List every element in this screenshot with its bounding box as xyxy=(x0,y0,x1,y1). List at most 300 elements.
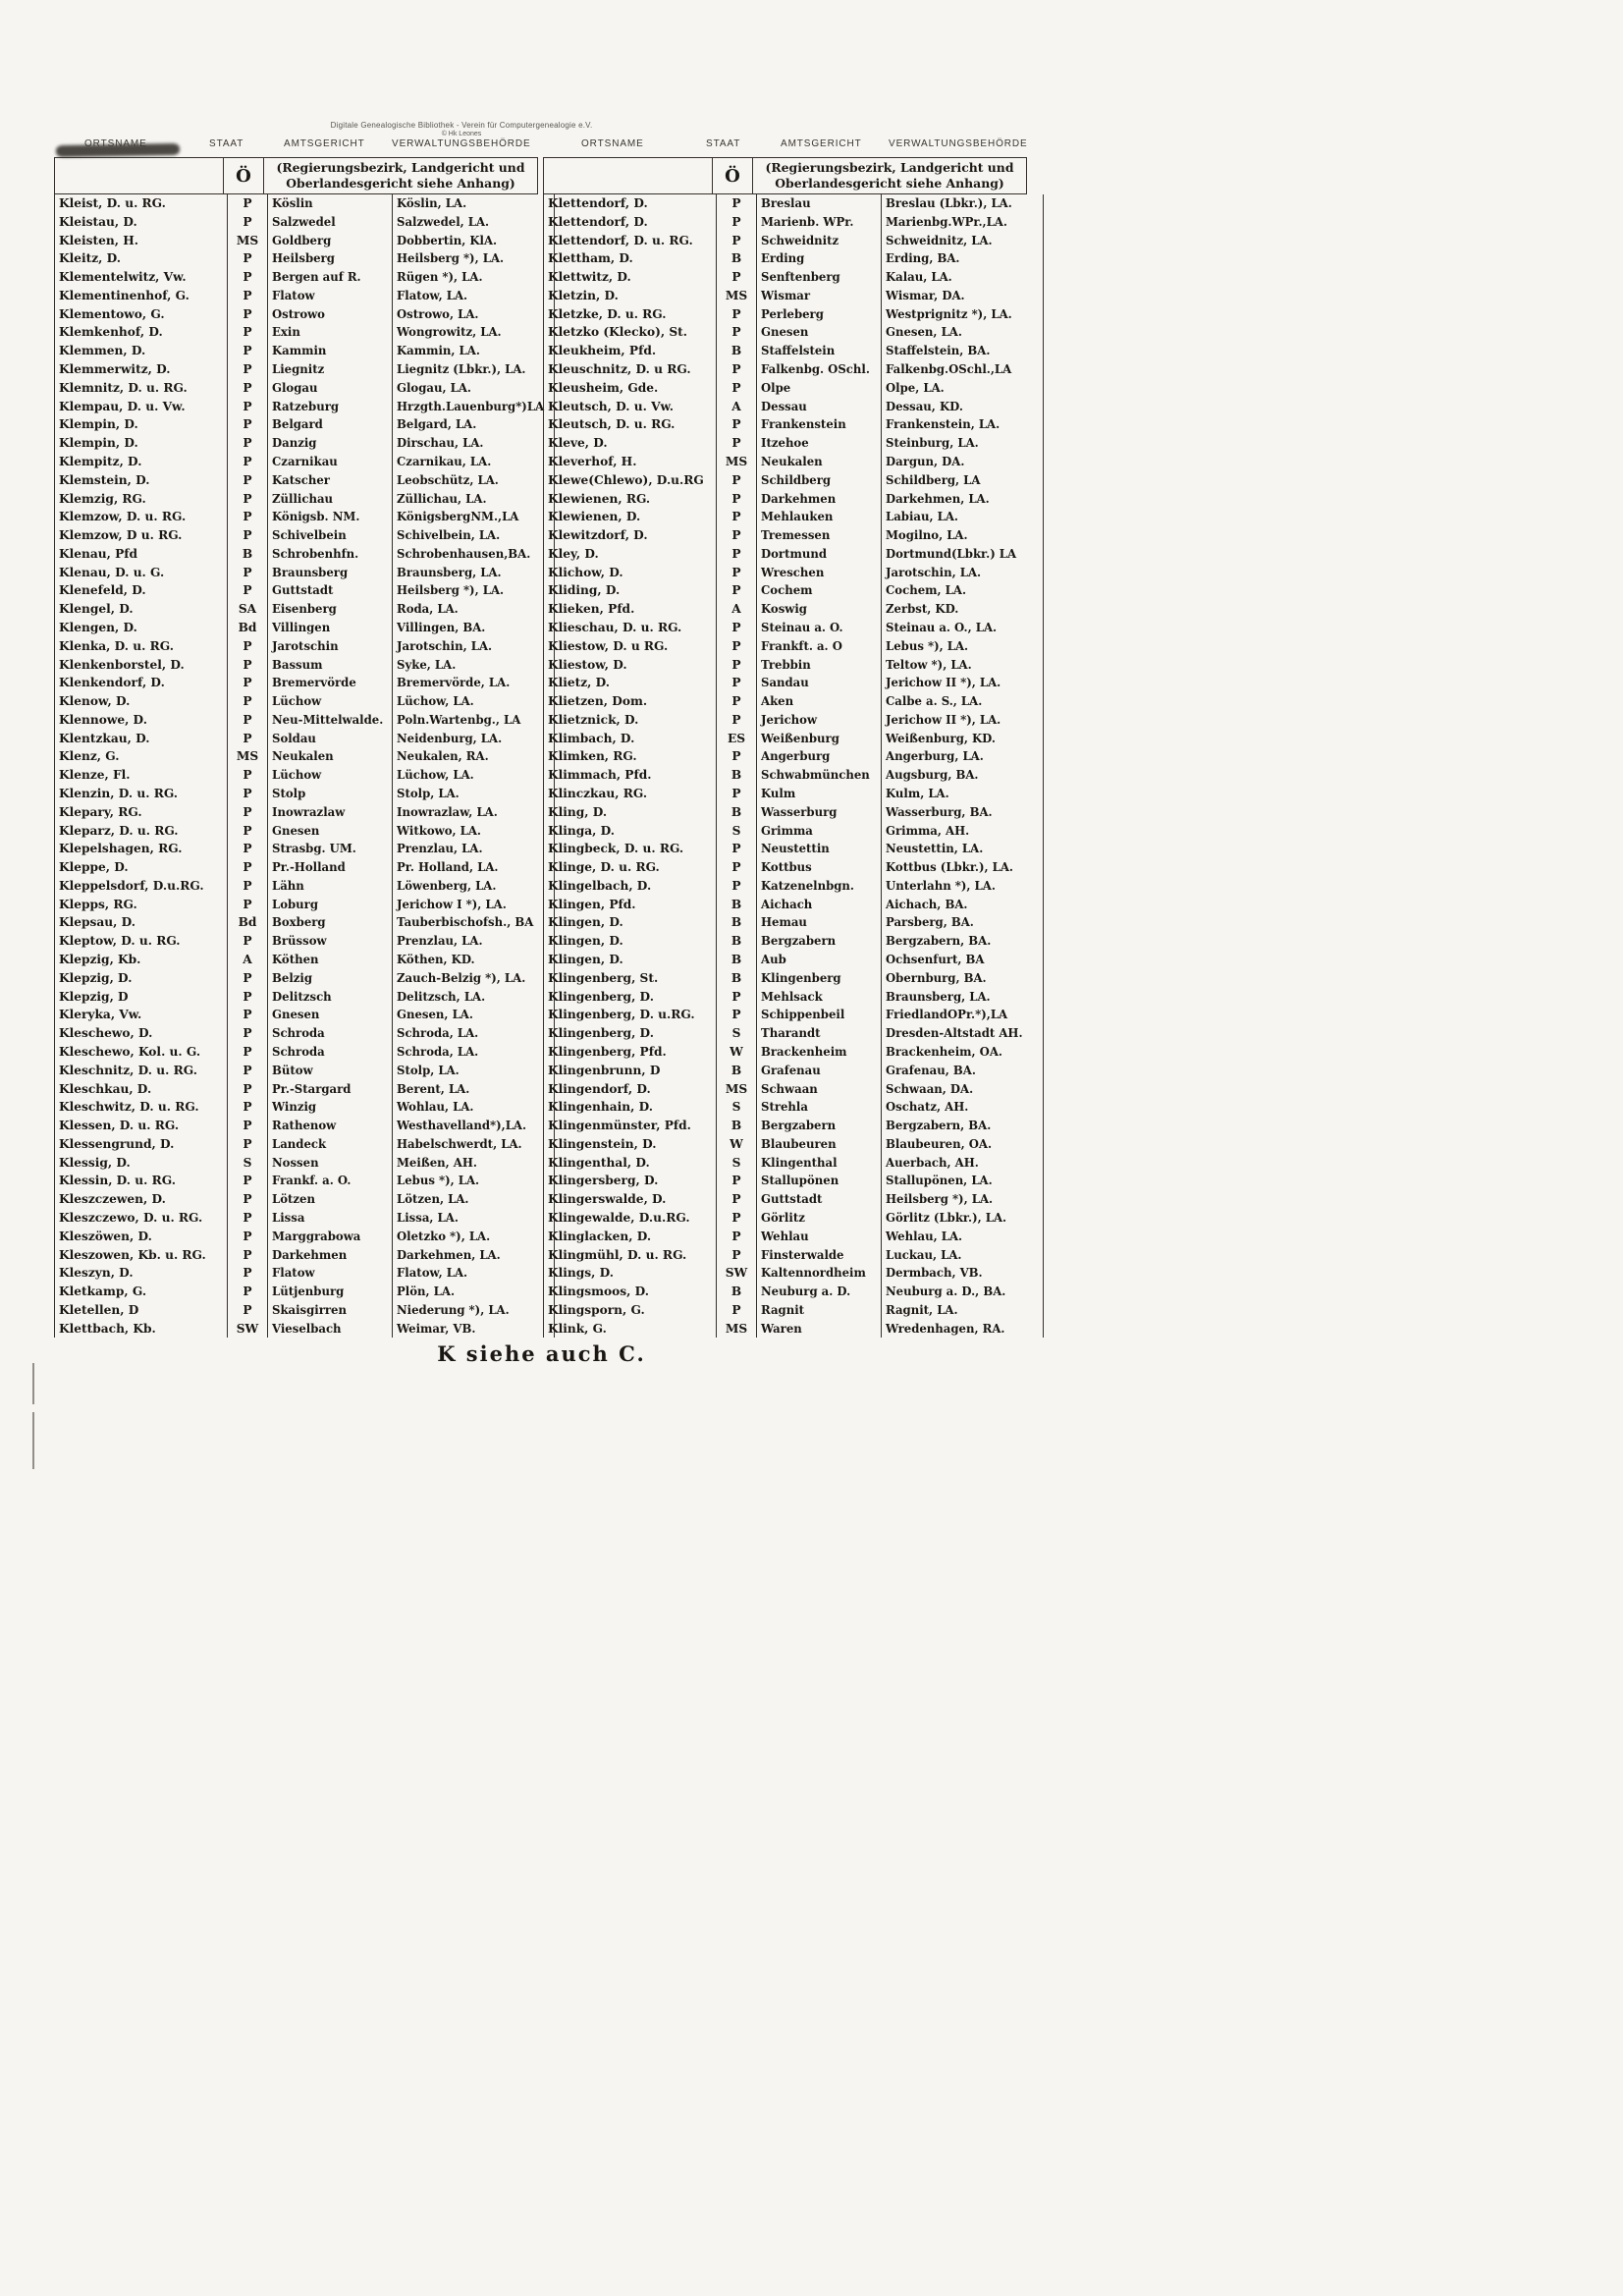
staat-cell: P xyxy=(228,1043,268,1062)
staat-cell: P xyxy=(228,785,268,803)
amtsgericht-cell: Kaltennordheim xyxy=(757,1264,882,1283)
amtsgericht-cell: Skaisgirren xyxy=(268,1301,393,1320)
amtsgericht-cell: Jarotschin xyxy=(268,637,393,656)
verwaltungsbehoerde-cell: Syke, LA. xyxy=(397,657,457,672)
staat-cell: P xyxy=(717,1246,757,1265)
gazetteer-row xyxy=(544,766,1044,785)
ortsname-cell: Klessen, D. u. RG. xyxy=(59,1119,180,1133)
gazetteer-row xyxy=(55,969,555,988)
staat-cell: P xyxy=(228,194,268,213)
staat-cell: P xyxy=(228,564,268,582)
ortsname-cell: Klingelbach, D. xyxy=(548,878,652,893)
ortsname-cell: Klietzen, Dom. xyxy=(548,694,648,709)
gazetteer-row xyxy=(544,545,1044,564)
staat-cell: P xyxy=(717,877,757,896)
verwaltungsbehoerde-cell: Belgard, LA. xyxy=(397,417,477,432)
staat-cell: A xyxy=(717,600,757,619)
amtsgericht-cell: Guttstadt xyxy=(757,1190,882,1209)
staat-cell: P xyxy=(228,1264,268,1283)
gazetteer-row xyxy=(55,951,555,969)
staat-cell: P xyxy=(717,232,757,250)
staat-cell: B xyxy=(717,766,757,785)
staat-symbol: Ö xyxy=(713,158,753,193)
verwaltungsbehoerde-cell: Köthen, KD. xyxy=(397,953,475,967)
gazetteer-row xyxy=(544,453,1044,471)
verwaltungsbehoerde-cell: Darkehmen, LA. xyxy=(886,491,990,506)
gazetteer-row xyxy=(544,1062,1044,1080)
staat-cell: P xyxy=(228,822,268,841)
verwaltungsbehoerde-cell: Dobbertin, KlA. xyxy=(397,233,498,247)
verwaltungsbehoerde-cell: Wismar, DA. xyxy=(886,288,965,302)
column-header-amtsgericht: AMTSGERICHT xyxy=(781,138,862,149)
verwaltungsbehoerde-cell: Zauch-Belzig *), LA. xyxy=(397,970,526,985)
gazetteer-row xyxy=(544,1006,1044,1024)
verwaltungsbehoerde-cell: Habelschwerdt, LA. xyxy=(397,1136,522,1151)
amtsgericht-cell: Görlitz xyxy=(757,1209,882,1228)
ortsname-cell: Klenkenborstel, D. xyxy=(59,657,185,672)
gazetteer-row xyxy=(544,747,1044,766)
ortsname-cell: Klemmen, D. xyxy=(59,344,146,358)
amtsgericht-cell: Frankft. a. O xyxy=(757,637,882,656)
verwaltungsbehoerde-cell: Züllichau, LA. xyxy=(397,491,487,506)
staat-cell: MS xyxy=(717,1320,757,1339)
gazetteer-row xyxy=(544,213,1044,232)
gazetteer-row xyxy=(55,1135,555,1154)
staat-cell: P xyxy=(717,526,757,545)
ortsname-cell: Klewe(Chlewo), D.u.RG xyxy=(548,472,704,487)
amtsgericht-cell: Boxberg xyxy=(268,913,393,932)
ortsname-cell: Kliding, D. xyxy=(548,583,621,598)
staat-cell: P xyxy=(228,711,268,730)
amtsgericht-cell: Marienb. WPr. xyxy=(757,213,882,232)
staat-cell: B xyxy=(717,896,757,914)
ortsname-cell: Klettendorf, D. xyxy=(548,214,648,229)
verwaltungsbehoerde-cell: Prenzlau, LA. xyxy=(397,842,483,856)
amtsgericht-cell: Frankf. a. O. xyxy=(268,1172,393,1190)
staat-cell: P xyxy=(228,674,268,692)
gazetteer-row xyxy=(544,1135,1044,1154)
verwaltungsbehoerde-cell: Bremervörde, LA. xyxy=(397,676,511,690)
verwaltungsbehoerde-cell: Lebus *), LA. xyxy=(397,1174,480,1188)
gazetteer-row xyxy=(544,656,1044,675)
gazetteer-row xyxy=(544,730,1044,748)
staat-cell: P xyxy=(717,1006,757,1024)
verwaltungsbehoerde-cell: Hrzgth.Lauenburg*)LA xyxy=(397,399,545,413)
amtsgericht-cell: Winzig xyxy=(268,1098,393,1117)
amtsgericht-cell: Mehlsack xyxy=(757,988,882,1007)
verwaltungsbehoerde-cell: Weißenburg, KD. xyxy=(886,731,996,745)
gazetteer-row xyxy=(55,766,555,785)
staat-cell: P xyxy=(717,379,757,398)
amtsgericht-cell: Klingenberg xyxy=(757,969,882,988)
amtsgericht-cell: Tremessen xyxy=(757,526,882,545)
gazetteer-row xyxy=(55,268,555,287)
gazetteer-row xyxy=(544,1117,1044,1135)
amtsgericht-cell: Koswig xyxy=(757,600,882,619)
staat-cell: W xyxy=(717,1043,757,1062)
ortsname-cell: Klettendorf, D. xyxy=(548,196,648,210)
verwaltungsbehoerde-cell: Liegnitz (Lbkr.), LA. xyxy=(397,362,526,377)
gazetteer-row xyxy=(544,415,1044,434)
gazetteer-row xyxy=(55,637,555,656)
verwaltungsbehoerde-cell: Lissa, LA. xyxy=(397,1210,459,1225)
gazetteer-row xyxy=(55,287,555,305)
verwaltungsbehoerde-cell: Kammin, LA. xyxy=(397,344,480,358)
gazetteer-row xyxy=(55,913,555,932)
verwaltungsbehoerde-cell: Neidenburg, LA. xyxy=(397,731,503,745)
ortsname-cell: Klementelwitz, Vw. xyxy=(59,270,187,285)
amtsgericht-cell: Erding xyxy=(757,249,882,268)
verwaltungsbehoerde-cell: Wongrowitz, LA. xyxy=(397,325,502,340)
amtsgericht-cell: Wismar xyxy=(757,287,882,305)
ortsname-cell: Klementinenhof, G. xyxy=(59,288,189,302)
gazetteer-row xyxy=(55,564,555,582)
gazetteer-row xyxy=(544,305,1044,324)
amtsgericht-cell: Neu-Mittelwalde. xyxy=(268,711,393,730)
gazetteer-row xyxy=(55,1062,555,1080)
verwaltungsbehoerde-cell: Kalau, LA. xyxy=(886,270,952,285)
subheader-note-line1: (Regierungsbezirk, Landgericht und xyxy=(276,160,525,175)
gazetteer-row xyxy=(544,803,1044,822)
ortsname-cell: Klenkendorf, D. xyxy=(59,676,165,690)
gazetteer-row xyxy=(544,969,1044,988)
verwaltungsbehoerde-cell: Lötzen, LA. xyxy=(397,1192,469,1207)
ortsname-cell: Klimmach, Pfd. xyxy=(548,768,652,783)
gazetteer-row xyxy=(544,600,1044,619)
amtsgericht-cell: Grimma xyxy=(757,822,882,841)
staat-cell: P xyxy=(228,1135,268,1154)
verwaltungsbehoerde-cell: Angerburg, LA. xyxy=(886,749,984,764)
gazetteer-row xyxy=(55,692,555,711)
staat-cell: MS xyxy=(717,453,757,471)
staat-cell: P xyxy=(717,194,757,213)
amtsgericht-cell: Brüssow xyxy=(268,932,393,951)
gazetteer-row xyxy=(544,951,1044,969)
staat-cell: B xyxy=(717,951,757,969)
verwaltungsbehoerde-cell: Falkenbg.OSchl.,LA xyxy=(886,362,1012,377)
verwaltungsbehoerde-cell: Wohlau, LA. xyxy=(397,1100,474,1115)
verwaltungsbehoerde-cell: Wasserburg, BA. xyxy=(886,804,993,819)
ortsname-cell: Klingsporn, G. xyxy=(548,1302,645,1317)
verwaltungsbehoerde-cell: Luckau, LA. xyxy=(886,1247,962,1262)
amtsgericht-cell: Villingen xyxy=(268,619,393,637)
gazetteer-row xyxy=(55,213,555,232)
gazetteer-row xyxy=(55,1117,555,1135)
verwaltungsbehoerde-cell: Westprignitz *), LA. xyxy=(886,306,1012,321)
staat-cell: P xyxy=(717,268,757,287)
gazetteer-row xyxy=(544,1228,1044,1246)
column-header-amtsgericht: AMTSGERICHT xyxy=(284,138,365,149)
gazetteer-row xyxy=(544,1080,1044,1099)
verwaltungsbehoerde-cell: Schroda, LA. xyxy=(397,1026,479,1041)
verwaltungsbehoerde-cell: Roda, LA. xyxy=(397,602,459,617)
ortsname-cell: Kleverhof, H. xyxy=(548,454,637,468)
amtsgericht-cell: Steinau a. O. xyxy=(757,619,882,637)
ortsname-cell: Klempin, D. xyxy=(59,417,138,432)
verwaltungsbehoerde-cell: Oschatz, AH. xyxy=(886,1100,969,1115)
ortsname-cell: Kleszczewen, D. xyxy=(59,1192,166,1207)
ortsname-cell: Klingenbrunn, D xyxy=(548,1063,661,1077)
ortsname-cell: Kleszöwen, D. xyxy=(59,1229,152,1243)
staat-cell: P xyxy=(228,526,268,545)
amtsgericht-cell: Bergzabern xyxy=(757,932,882,951)
staat-cell: P xyxy=(717,747,757,766)
staat-cell: ES xyxy=(717,730,757,748)
ortsname-cell: Klessengrund, D. xyxy=(59,1136,175,1151)
amtsgericht-cell: Darkehmen xyxy=(757,490,882,509)
staat-cell: P xyxy=(717,637,757,656)
verwaltungsbehoerde-cell: Dessau, KD. xyxy=(886,399,963,413)
gazetteer-table-right xyxy=(543,194,1044,1338)
ortsname-cell: Klingenberg, Pfd. xyxy=(548,1044,667,1059)
amtsgericht-cell: Katzenelnbgn. xyxy=(757,877,882,896)
staat-symbol: Ö xyxy=(224,158,264,193)
verwaltungsbehoerde-cell: Unterlahn *), LA. xyxy=(886,878,996,893)
amtsgericht-cell: Schildberg xyxy=(757,471,882,490)
ortsname-cell: Klepzig, D xyxy=(59,989,129,1004)
gazetteer-row xyxy=(544,711,1044,730)
scan-artifact-line xyxy=(32,1363,34,1404)
gazetteer-row xyxy=(544,398,1044,416)
gazetteer-row xyxy=(55,434,555,453)
gazetteer-row xyxy=(55,858,555,877)
verwaltungsbehoerde-cell: Poln.Wartenbg., LA xyxy=(397,712,521,727)
verwaltungsbehoerde-cell: Schildberg, LA xyxy=(886,472,981,487)
staat-cell: B xyxy=(717,249,757,268)
gazetteer-row xyxy=(55,877,555,896)
column-header-ortsname: ORTSNAME xyxy=(581,138,644,149)
ortsname-cell: Klepsau, D. xyxy=(59,915,135,930)
verwaltungsbehoerde-cell: Parsberg, BA. xyxy=(886,915,974,930)
verwaltungsbehoerde-cell: Bergzabern, BA. xyxy=(886,1119,992,1133)
amtsgericht-cell: Loburg xyxy=(268,896,393,914)
amtsgericht-cell: Brackenheim xyxy=(757,1043,882,1062)
gazetteer-row xyxy=(544,1024,1044,1043)
staat-cell: P xyxy=(228,1172,268,1190)
verwaltungsbehoerde-cell: Grafenau, BA. xyxy=(886,1063,976,1077)
amtsgericht-cell: Gnesen xyxy=(757,323,882,342)
verwaltungsbehoerde-cell: Schwaan, DA. xyxy=(886,1081,974,1096)
amtsgericht-cell: Vieselbach xyxy=(268,1320,393,1339)
staat-cell: SW xyxy=(228,1320,268,1339)
subheader-note-line2: Oberlandesgericht siehe Anhang) xyxy=(286,175,515,191)
verwaltungsbehoerde-cell: Jerichow I *), LA. xyxy=(397,897,507,911)
ortsname-cell: Klingen, D. xyxy=(548,915,623,930)
staat-cell: P xyxy=(228,692,268,711)
amtsgericht-cell: Kottbus xyxy=(757,858,882,877)
ortsname-cell: Kletellen, D xyxy=(59,1302,139,1317)
ortsname-cell: Klenka, D. u. RG. xyxy=(59,638,174,653)
amtsgericht-cell: Jerichow xyxy=(757,711,882,730)
ortsname-cell: Klepary, RG. xyxy=(59,804,142,819)
ortsname-cell: Klempitz, D. xyxy=(59,454,142,468)
verwaltungsbehoerde-cell: Braunsberg, LA. xyxy=(886,989,991,1004)
staat-cell: P xyxy=(717,581,757,600)
staat-cell: P xyxy=(228,1301,268,1320)
gazetteer-row xyxy=(544,1320,1044,1339)
amtsgericht-cell: Glogau xyxy=(268,379,393,398)
gazetteer-row xyxy=(55,711,555,730)
staat-cell: P xyxy=(717,988,757,1007)
gazetteer-row xyxy=(55,656,555,675)
amtsgericht-cell: Danzig xyxy=(268,434,393,453)
amtsgericht-cell: Nossen xyxy=(268,1154,393,1173)
verwaltungsbehoerde-cell: Niederung *), LA. xyxy=(397,1302,510,1317)
verwaltungsbehoerde-cell: Dargun, DA. xyxy=(886,454,965,468)
column-header-staat: STAAT xyxy=(209,138,244,149)
amtsgericht-cell: Soldau xyxy=(268,730,393,748)
gazetteer-row xyxy=(55,415,555,434)
staat-cell: P xyxy=(717,674,757,692)
staat-cell: B xyxy=(717,342,757,360)
ortsname-cell: Klingenstein, D. xyxy=(548,1136,657,1151)
amtsgericht-cell: Klingenthal xyxy=(757,1154,882,1173)
staat-cell: P xyxy=(717,1228,757,1246)
amtsgericht-cell: Frankenstein xyxy=(757,415,882,434)
staat-cell: MS xyxy=(228,232,268,250)
gazetteer-row xyxy=(544,840,1044,858)
amtsgericht-cell: Flatow xyxy=(268,1264,393,1283)
gazetteer-row xyxy=(544,637,1044,656)
ortsname-cell: Kleparz, D. u. RG. xyxy=(59,823,179,838)
gazetteer-row xyxy=(55,988,555,1007)
amtsgericht-cell: Dortmund xyxy=(757,545,882,564)
ortsname-cell: Klingmühl, D. u. RG. xyxy=(548,1247,687,1262)
amtsgericht-cell: Gnesen xyxy=(268,822,393,841)
gazetteer-row xyxy=(55,490,555,509)
staat-cell: P xyxy=(228,434,268,453)
subheader-box-left xyxy=(54,157,538,194)
watermark-line1: Digitale Genealogische Bibliothek - Verein für Computergenealogie e.V. xyxy=(330,121,593,130)
subheader-note-line1: (Regierungsbezirk, Landgericht und xyxy=(765,160,1014,175)
amtsgericht-cell: Ragnit xyxy=(757,1301,882,1320)
subheader-ortsname-cell xyxy=(544,158,713,193)
gazetteer-row xyxy=(55,674,555,692)
staat-cell: P xyxy=(717,471,757,490)
watermark-line2: © Hk Leones xyxy=(441,131,482,137)
staat-cell: P xyxy=(717,305,757,324)
staat-cell: P xyxy=(717,564,757,582)
gazetteer-row xyxy=(55,785,555,803)
amtsgericht-cell: Liegnitz xyxy=(268,360,393,379)
amtsgericht-cell: Sandau xyxy=(757,674,882,692)
verwaltungsbehoerde-cell: Neukalen, RA. xyxy=(397,749,489,764)
staat-cell: P xyxy=(228,1080,268,1099)
amtsgericht-cell: Lüchow xyxy=(268,692,393,711)
staat-cell: P xyxy=(228,415,268,434)
amtsgericht-cell: Marggrabowa xyxy=(268,1228,393,1246)
verwaltungsbehoerde-cell: Prenzlau, LA. xyxy=(397,934,483,949)
verwaltungsbehoerde-cell: Schweidnitz, LA. xyxy=(886,233,993,247)
staat-cell: P xyxy=(228,268,268,287)
verwaltungsbehoerde-cell: Bergzabern, BA. xyxy=(886,934,992,949)
verwaltungsbehoerde-cell: Kottbus (Lbkr.), LA. xyxy=(886,860,1014,875)
staat-cell: B xyxy=(717,803,757,822)
staat-cell: P xyxy=(717,1190,757,1209)
verwaltungsbehoerde-cell: Rügen *), LA. xyxy=(397,270,483,285)
amtsgericht-cell: Aken xyxy=(757,692,882,711)
ortsname-cell: Klietznick, D. xyxy=(548,712,639,727)
ortsname-cell: Kletzin, D. xyxy=(548,288,619,302)
gazetteer-row xyxy=(544,619,1044,637)
gazetteer-row xyxy=(544,877,1044,896)
staat-cell: P xyxy=(717,323,757,342)
verwaltungsbehoerde-cell: Plön, LA. xyxy=(397,1285,456,1299)
amtsgericht-cell: Salzwedel xyxy=(268,213,393,232)
gazetteer-row xyxy=(55,840,555,858)
amtsgericht-cell: Goldberg xyxy=(268,232,393,250)
ortsname-cell: Kleptow, D. u. RG. xyxy=(59,934,181,949)
verwaltungsbehoerde-cell: Dermbach, VB. xyxy=(886,1266,983,1281)
amtsgericht-cell: Ostrowo xyxy=(268,305,393,324)
ortsname-cell: Klinga, D. xyxy=(548,823,615,838)
amtsgericht-cell: Hemau xyxy=(757,913,882,932)
verwaltungsbehoerde-cell: Lüchow, LA. xyxy=(397,694,474,709)
gazetteer-row xyxy=(544,268,1044,287)
ortsname-cell: Klewienen, D. xyxy=(548,510,641,524)
staat-cell: P xyxy=(228,323,268,342)
ortsname-cell: Klingersberg, D. xyxy=(548,1174,659,1188)
ortsname-cell: Klemmerwitz, D. xyxy=(59,362,171,377)
gazetteer-row xyxy=(544,490,1044,509)
ortsname-cell: Klessin, D. u. RG. xyxy=(59,1174,176,1188)
ortsname-cell: Klingenberg, D. xyxy=(548,989,654,1004)
verwaltungsbehoerde-cell: Schrobenhausen,BA. xyxy=(397,546,531,561)
ortsname-cell: Klemkenhof, D. xyxy=(59,325,163,340)
verwaltungsbehoerde-cell: Berent, LA. xyxy=(397,1081,470,1096)
amtsgericht-cell: Schweidnitz xyxy=(757,232,882,250)
amtsgericht-cell: Dessau xyxy=(757,398,882,416)
gazetteer-row xyxy=(55,305,555,324)
gazetteer-row xyxy=(55,360,555,379)
gazetteer-row xyxy=(55,379,555,398)
ortsname-cell: Klingenhain, D. xyxy=(548,1100,653,1115)
staat-cell: P xyxy=(228,379,268,398)
amtsgericht-cell: Trebbin xyxy=(757,656,882,675)
verwaltungsbehoerde-cell: Heilsberg *), LA. xyxy=(886,1192,994,1207)
amtsgericht-cell: Königsb. NM. xyxy=(268,508,393,526)
staat-cell: B xyxy=(717,932,757,951)
gazetteer-row xyxy=(544,360,1044,379)
gazetteer-row xyxy=(55,803,555,822)
amtsgericht-cell: Bremervörde xyxy=(268,674,393,692)
gazetteer-row xyxy=(544,988,1044,1007)
verwaltungsbehoerde-cell: Köslin, LA. xyxy=(397,196,467,210)
verwaltungsbehoerde-cell: Grimma, AH. xyxy=(886,823,970,838)
ortsname-cell: Kleutsch, D. u. RG. xyxy=(548,417,676,432)
gazetteer-row xyxy=(55,1006,555,1024)
ortsname-cell: Klingen, D. xyxy=(548,953,623,967)
ortsname-cell: Klingenberg, D. u.RG. xyxy=(548,1008,695,1022)
amtsgericht-cell: Exin xyxy=(268,323,393,342)
column-header-staat: STAAT xyxy=(706,138,741,149)
staat-cell: S xyxy=(717,822,757,841)
ortsname-cell: Kleukheim, Pfd. xyxy=(548,344,657,358)
staat-cell: P xyxy=(228,1246,268,1265)
amtsgericht-cell: Schwabmünchen xyxy=(757,766,882,785)
amtsgericht-cell: Ratzeburg xyxy=(268,398,393,416)
gazetteer-table-left xyxy=(54,194,555,1338)
verwaltungsbehoerde-cell: Brackenheim, OA. xyxy=(886,1044,1002,1059)
staat-cell: P xyxy=(228,490,268,509)
verwaltungsbehoerde-cell: Görlitz (Lbkr.), LA. xyxy=(886,1210,1007,1225)
staat-cell: P xyxy=(717,711,757,730)
ortsname-cell: Klentzkau, D. xyxy=(59,731,150,745)
gazetteer-row xyxy=(544,858,1044,877)
ortsname-cell: Klingenberg, D. xyxy=(548,1026,654,1041)
staat-cell: P xyxy=(228,287,268,305)
amtsgericht-cell: Schwaan xyxy=(757,1080,882,1099)
